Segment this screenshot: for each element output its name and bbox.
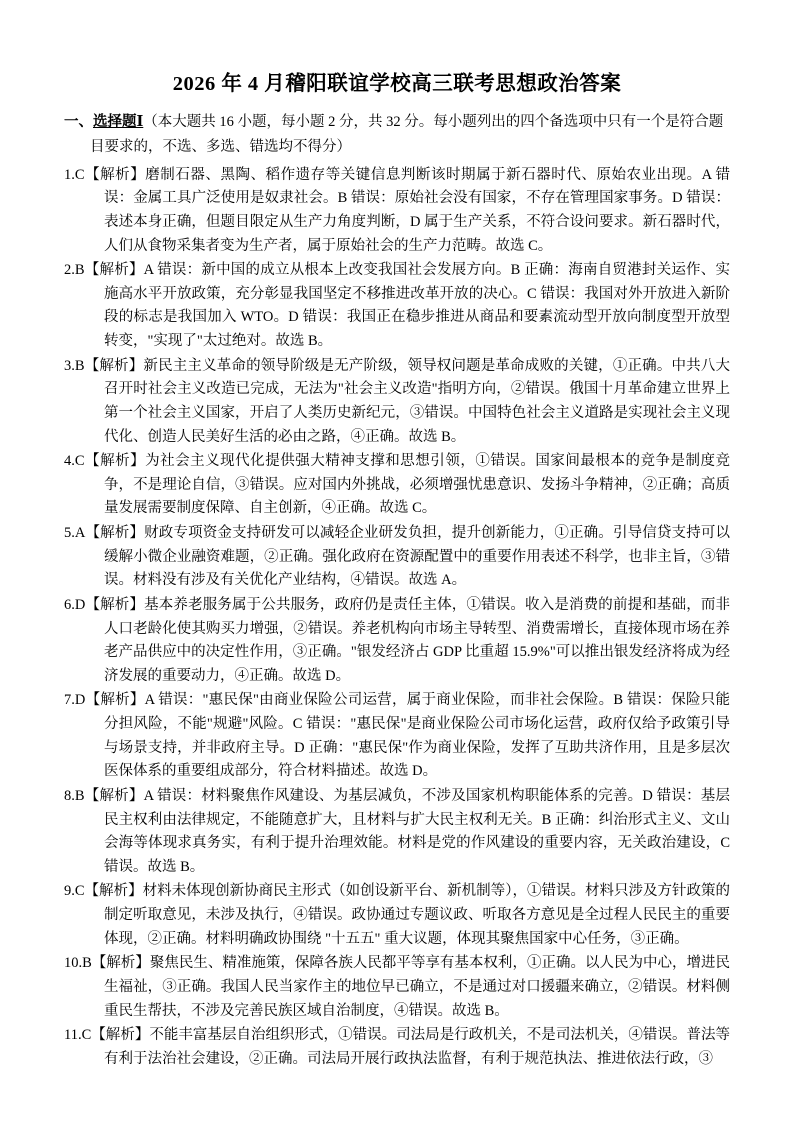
answer-item-number: 7. xyxy=(64,692,75,709)
answer-item-label: 【解析】 xyxy=(84,357,144,374)
section-description-line1: （本大题共 16 小题，每小题 2 分，共 32 分。每小题列出的四个备选项中只有一个是符合题 xyxy=(143,113,724,130)
answer-item-label: 【解析】 xyxy=(85,525,145,542)
answer-item-label: 【解析】 xyxy=(84,166,146,183)
answer-item xyxy=(64,355,730,450)
answer-item-lead xyxy=(64,883,143,899)
answer-item-number: 4. xyxy=(64,453,75,470)
answer-item-label: 【解析】 xyxy=(91,1027,150,1044)
answer-item-number: 10. xyxy=(64,955,83,972)
answer-item-number: 9. xyxy=(64,883,75,900)
answer-item-label: 【解析】 xyxy=(84,883,143,900)
answer-item-answer: B xyxy=(74,262,85,279)
answer-item-number: 3. xyxy=(64,357,75,374)
answer-item-label: 【解析】 xyxy=(84,262,144,279)
section-number: 一、 xyxy=(64,113,93,130)
answer-item-answer: C xyxy=(74,166,85,183)
answer-item-answer: C xyxy=(74,883,85,900)
answer-item-text: 财政专项资金支持研发可以减轻企业研发负担，提升创新能力，①正确。引导信贷支持可以缓解小微企业融资难题，②正确。强化政府在资源配置中的重要作用表述不科学，也非主旨，③错误。材料没有涉及有关优化产业结构，④错误。故选 A。 xyxy=(104,525,731,589)
answer-item-lead xyxy=(64,525,144,541)
answer-item xyxy=(64,952,730,1023)
answer-item-answer: C xyxy=(81,1027,92,1044)
answer-item-lead xyxy=(64,1027,149,1043)
answer-item-lead xyxy=(64,597,144,613)
answer-item-label: 【解析】 xyxy=(84,787,144,804)
section-name: 选择题Ⅰ xyxy=(93,113,144,130)
page-title: 2026 年 4 月稽阳联谊学校高三联考思想政治答案 xyxy=(172,73,622,95)
answer-item-text: 新民主主义革命的领导阶级是无产阶级，领导权问题是革命成败的关键，①正确。中共八大召开时社会主义改造已完成，无法为"社会主义改造"指明方向，②错误。俄国十月革命建立世界上第一个社会主义国家，开启了人类历史新纪元，③错误。中国特色社会主义道路是实现社会主义现代化、创造人民美好生活的必由之路，④正确。故选 B。 xyxy=(104,357,731,445)
answer-item-answer: A xyxy=(74,525,86,542)
answer-item-lead xyxy=(64,167,145,183)
answer-item-number: 5. xyxy=(64,525,75,542)
answer-item xyxy=(64,880,730,951)
answer-item-answer: C xyxy=(74,453,85,470)
answer-item-answer: D xyxy=(74,692,86,709)
answer-item-lead xyxy=(64,692,145,708)
answer-item-text: 基本养老服务属于公共服务，政府仍是责任主体，①错误。收入是消费的前提和基础，而非人口老龄化使其购买力增强，②错误。养老机构向市场主导转型、消费需增长，直接体现市场在养老产品供应中的决定性作用，③正确。"银发经济占 GDP 比重超 15.9%"可以推出银发经济将成为经济发展的重要动力，④正确。故选 D。 xyxy=(104,596,731,684)
answer-item-text: A 错误：新中国的成立从根本上改变我国社会发展方向。B 正确：海南自贸港封关运作、实施高水平开放政策，充分彰显我国坚定不移推进改革开放的决心。C 错误：我国对外开放进入新阶段的标志是我国加入 WTO。D 错误：我国正在稳步推进从商品和要素流动型开放向制度型开放型转变，"实现了"太过绝对。故选 B。 xyxy=(104,262,731,350)
answer-item xyxy=(64,594,730,689)
answer-item-label: 【解析】 xyxy=(85,692,145,709)
answer-item xyxy=(64,259,730,354)
answer-item-answer: D xyxy=(74,596,86,613)
section-heading xyxy=(64,111,730,134)
answer-item-number: 2. xyxy=(64,262,75,279)
answer-item-number: 1. xyxy=(64,166,75,183)
answer-item-text: A 错误："惠民保"由商业保险公司运营，属于商业保险，而非社会保险。B 错误：保险只能分担风险，不能"规避"风险。C 错误："惠民保"是商业保险公司市场化运营，政府仅给予政策引导与场景支持，并非政府主导。D 正确："惠民保"作为商业保险，发挥了互助共济作用，且是多层次医保体系的重要组成部分，符合材料描述。故选 D。 xyxy=(104,692,731,780)
answer-item-lead xyxy=(64,453,145,469)
answer-item-answer: B xyxy=(74,787,85,804)
answer-item-label: 【解析】 xyxy=(84,453,146,470)
answer-item-number: 6. xyxy=(64,596,75,613)
answer-item-text: 为社会主义现代化提供强大精神支撑和思想引领，①错误。国家间最根本的竞争是制度竞争，不是理论自信，③错误。应对国内外挑战，必须增强忧患意识、发扬斗争精神，②正确；高质量发展需要制度保障、自主创新，④正确。故选 C。 xyxy=(104,453,731,517)
answer-item xyxy=(64,689,730,784)
answer-item-label: 【解析】 xyxy=(85,596,145,613)
answer-item-label: 【解析】 xyxy=(91,955,150,972)
answer-item xyxy=(64,164,730,259)
answer-item-answer: B xyxy=(74,357,85,374)
answer-item-text: A 错误：材料聚焦作风建设、为基层减负，不涉及国家机构职能体系的完善。D 错误：基层民主权利由法律规定，不能随意扩大，且材料与扩大民主权利无关。B 正确：纠治形式主义、文山会海等体现求真务实，有利于提升治理效能。材料是党的作风建设的重要内容，无关政治建设，C 错误。故选 B。 xyxy=(104,787,731,875)
section-description-line2: 目要求的，不选、多选、错选均不得分） xyxy=(90,139,351,156)
answer-item-text: 不能丰富基层自治组织形式，①错误。司法局是行政机关，不是司法机关，④错误。普法等有利于法治社会建设，②正确。司法局开展行政执法监督，有利于规范执法、推进依法行政，③ xyxy=(104,1027,731,1067)
answer-item xyxy=(64,1024,730,1071)
answer-item xyxy=(64,785,730,880)
answer-item-text: 聚焦民生、精准施策，保障各族人民都平等享有基本权利，①正确。以人民为中心，增进民生福祉，③正确。我国人民当家作主的地位早已确立，不是通过对口援疆来确立，②错误。材料侧重民生帮扶，不涉及完善民族区域自治制度，④错误。故选 B。 xyxy=(104,955,731,1019)
answer-item-lead xyxy=(64,358,143,374)
answer-item-lead xyxy=(64,788,144,804)
answer-item-number: 11. xyxy=(64,1027,82,1044)
answer-item-lead xyxy=(64,955,150,971)
answer-item-text: 材料未体现创新协商民主形式（如创设新平台、新机制等），①错误。材料只涉及方针政策的制定听取意见，未涉及执行，④错误。政协通过专题议政、听取各方意见是全过程人民民主的重要体现，②正确。材料明确政协围绕 "十五五" 重大议题，体现其聚焦国家中心任务，③正确。 xyxy=(104,883,731,947)
answer-item-lead xyxy=(64,262,144,278)
answer-item-text: 磨制石器、黑陶、稻作遗存等关键信息判断该时期属于新石器时代、原始农业出现。A 错误：金属工具广泛使用是奴隶社会。B 错误：原始社会没有国家，不存在管理国家事务。D 错误：表述本身正确，但题目限定从生产力角度判断，D 属于生产关系，不符合设问要求。新石器时代，人们从食物采集者变为生产者，属于原始社会的生产力范畴。故选 C。 xyxy=(104,166,731,254)
answer-item xyxy=(64,522,730,593)
answer-item-answer: B xyxy=(82,955,92,972)
answer-item xyxy=(64,450,730,521)
answer-item-number: 8. xyxy=(64,787,75,804)
